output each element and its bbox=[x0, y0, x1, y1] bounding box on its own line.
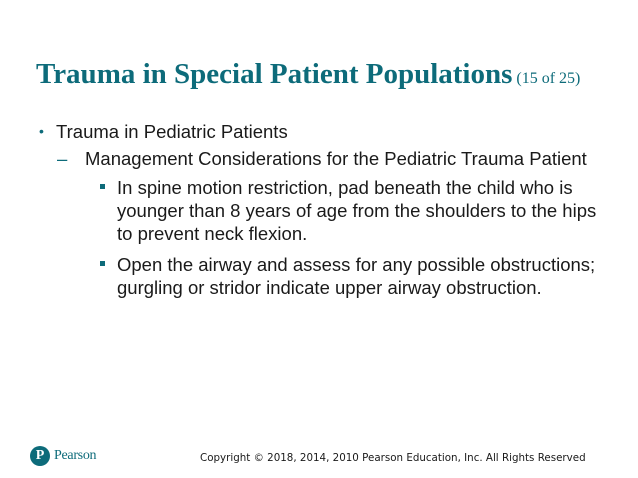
slide-body bbox=[36, 120, 616, 307]
bullet-square-icon bbox=[100, 184, 105, 189]
slide-title-text: Trauma in Special Patient Populations bbox=[36, 58, 513, 90]
pearson-logo-text: Pearson bbox=[54, 448, 97, 463]
slide-counter: (15 of 25) bbox=[516, 70, 581, 87]
bullet-level-1-text: Trauma in Pediatric Patients bbox=[56, 121, 288, 142]
bullet-level-3-text: In spine motion restriction, pad beneath the child who is younger than 8 years of age from the shoulders to the hips to prevent neck flexion. bbox=[117, 177, 597, 244]
pearson-logo bbox=[30, 446, 96, 466]
pearson-logo-icon: P bbox=[30, 446, 50, 466]
bullet-level-2-text: Management Considerations for the Pediatric Trauma Patient bbox=[85, 148, 587, 169]
bullet-square-icon bbox=[100, 261, 105, 266]
slide-title bbox=[36, 56, 626, 97]
bullet-level-1 bbox=[36, 120, 616, 143]
bullet-dot-icon: • bbox=[39, 123, 44, 139]
bullet-level-3 bbox=[36, 253, 597, 299]
copyright-notice: Copyright © 2018, 2014, 2010 Pearson Education, Inc. All Rights Reserved bbox=[200, 452, 586, 464]
bullet-level-2 bbox=[36, 147, 605, 170]
bullet-level-3-text: Open the airway and assess for any possible obstructions; gurgling or stridor indicate upper airway obstruction. bbox=[117, 254, 596, 298]
bullet-level-3 bbox=[36, 176, 597, 245]
bullet-dash-icon: – bbox=[57, 148, 68, 169]
